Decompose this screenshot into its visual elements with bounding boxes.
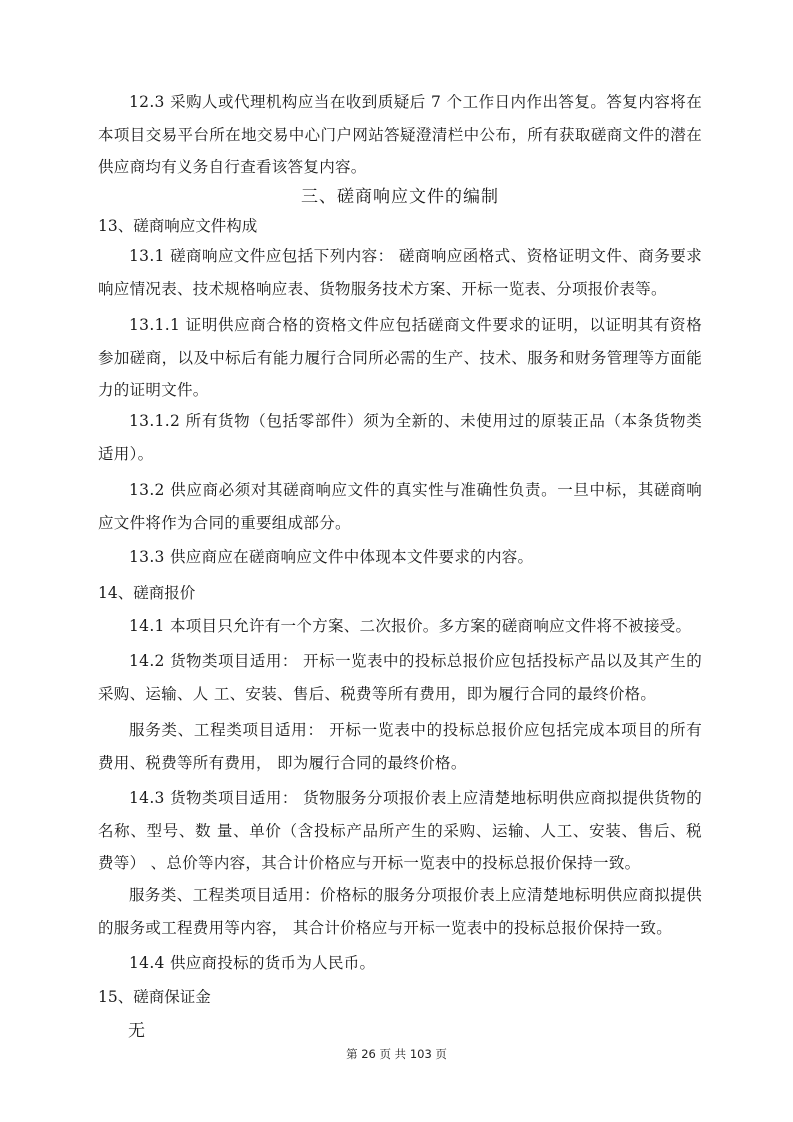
paragraph-14-3-services: 服务类、工程类项目适用：价格标的服务分项报价表上应清楚地标明供应商拟提供的服务或工程费用等内容， 其合计价格应与开标一览表中的投标总报价保持一致。 xyxy=(98,886,702,937)
paragraph-13-1-1: 13.1.1 证明供应商合格的资格文件应包括磋商文件要求的证明，以证明其有资格参加磋商，以及中标后有能力履行合同所必需的生产、技术、服务和财务管理等方面能力的证明文件。 xyxy=(98,316,702,399)
heading-14: 14、磋商报价 xyxy=(98,584,196,602)
paragraph-14-1: 14.1 本项目只允许有一个方案、二次报价。多方案的磋商响应文件将不被接受。 xyxy=(129,617,692,635)
heading-13: 13、磋商响应文件构成 xyxy=(98,217,258,235)
paragraph-13-2: 13.2 供应商必须对其磋商响应文件的真实性与准确性负责。一旦中标，其磋商响应文件将作为合同的重要组成部分。 xyxy=(98,481,702,532)
paragraph-14-2-goods: 14.2 货物类项目适用： 开标一览表中的投标总报价应包括投标产品以及其产生的采购、运输、人 工、安装、售后、税费等所有费用，即为履行合同的最终价格。 xyxy=(98,652,702,703)
paragraph-13-1-2: 13.1.2 所有货物（包括零部件）须为全新的、未使用过的原装正品（本条货物类适用）。 xyxy=(98,412,702,463)
paragraph-14-4: 14.4 供应商投标的货币为人民币。 xyxy=(129,954,376,972)
heading-15: 15、磋商保证金 xyxy=(98,988,211,1006)
paragraph-12-3: 12.3 采购人或代理机构应当在收到质疑后 7 个工作日内作出答复。答复内容将在本项目交易平台所在地交易中心门户网站答疑澄清栏中公布，所有获取磋商文件的潜在供应商均有义务自行查看该答复内容。 xyxy=(98,93,702,176)
page-number-footer: 第 26 页 共 103 页 xyxy=(346,1047,447,1061)
paragraph-13-1: 13.1 磋商响应文件应包括下列内容： 磋商响应函格式、资格证明文件、商务要求响应情况表、技术规格响应表、货物服务技术方案、开标一览表、分项报价表等。 xyxy=(98,247,702,298)
paragraph-14-2-services: 服务类、工程类项目适用： 开标一览表中的投标总报价应包括完成本项目的所有费用、税费等所有费用， 即为履行合同的最终价格。 xyxy=(98,721,702,772)
paragraph-13-3: 13.3 供应商应在磋商响应文件中体现本文件要求的内容。 xyxy=(129,548,534,566)
section-title: 三、磋商响应文件的编制 xyxy=(301,187,499,207)
paragraph-14-3-goods: 14.3 货物类项目适用： 货物服务分项报价表上应清楚地标明供应商拟提供货物的名称、型号、数 量、单价（含投标产品所产生的采购、运输、人工、安装、售后、税费等） 、总价等内容，其合计价格应与开标一览表中的投标总报价保持一致。 xyxy=(98,789,702,872)
deposit-none-text: 无 xyxy=(128,1021,145,1041)
